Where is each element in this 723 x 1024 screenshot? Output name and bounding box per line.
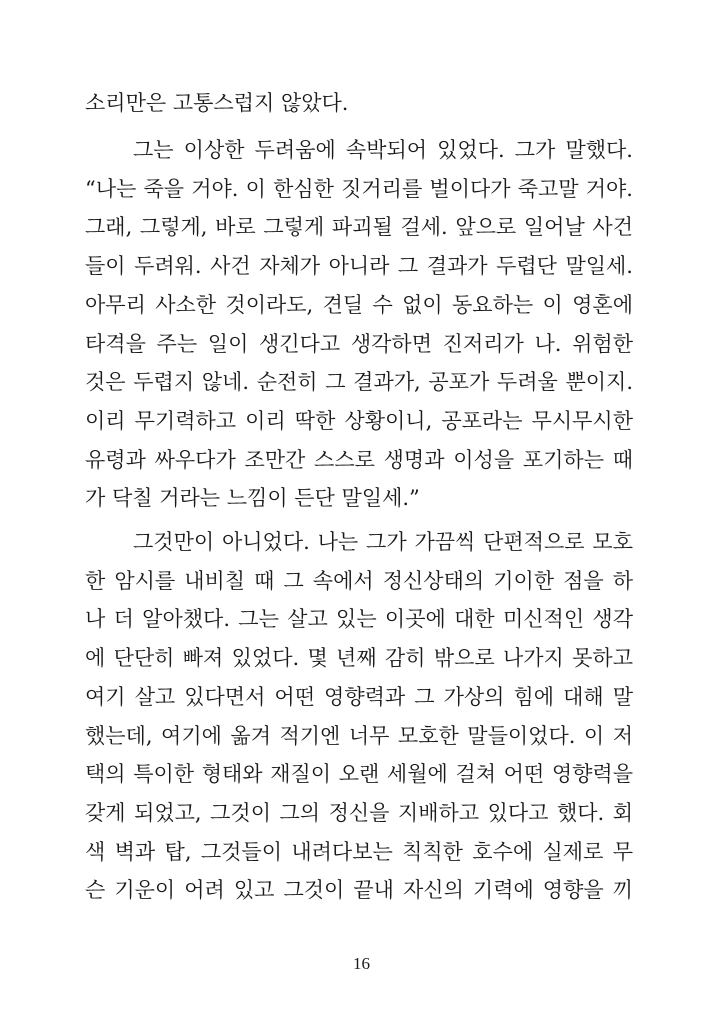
text-line: 나 더 알아챘다. 그는 살고 있는 이곳에 대한 미신적인 생각	[85, 607, 633, 632]
text-line: 색 벽과 탑, 그것들이 내려다보는 칙칙한 호수에 실제로 무	[85, 839, 633, 864]
text-line: 한 암시를 내비칠 때 그 속에서 정신상태의 기이한 점을 하	[85, 568, 633, 593]
page-number: 16	[353, 954, 370, 973]
text-line: 택의 특이한 형태와 재질이 오랜 세월에 걸쳐 어떤 영향력을	[85, 762, 633, 787]
text-line: 슨 기운이 어려 있고 그것이 끝내 자신의 기력에 영향을 끼	[85, 878, 633, 903]
text-line: 했는데, 여기에 옮겨 적기엔 너무 모호한 말들이었다. 이 저	[85, 723, 633, 748]
text-line: 이리 무기력하고 이리 딱한 상황이니, 공포라는 무시무시한	[85, 408, 633, 433]
text-line: 그래, 그렇게, 바로 그렇게 파괴될 걸세. 앞으로 일어날 사건	[85, 215, 633, 240]
text-line: 유령과 싸우다가 조만간 스스로 생명과 이성을 포기하는 때	[85, 447, 633, 472]
text-line: 그것만이 아니었다. 나는 그가 가끔씩 단편적으로 모호	[133, 530, 633, 554]
text-line: 가 닥칠 거라는 느낌이 든단 말일세.”	[85, 486, 420, 511]
text-line: 것은 두렵지 않네. 순전히 그 결과가, 공포가 두려울 뿐이지.	[85, 370, 633, 395]
text-line: 에 단단히 빠져 있었다. 몇 년째 감히 밖으로 나가지 못하고	[85, 646, 633, 671]
text-line: “나는 죽을 거야. 이 한심한 짓거리를 벌이다가 죽고말 거야.	[85, 176, 633, 201]
text-line: 타격을 주는 일이 생긴다고 생각하면 진저리가 나. 위험한	[85, 331, 633, 356]
text-line: 여기 살고 있다면서 어떤 영향력과 그 가상의 힘에 대해 말	[85, 684, 633, 709]
text-line: 들이 두려워. 사건 자체가 아니라 그 결과가 두렵단 말일세.	[85, 254, 633, 279]
text-line: 그는 이상한 두려움에 속박되어 있었다. 그가 말했다.	[133, 138, 633, 162]
text-line: 소리만은 고통스럽지 않았다.	[85, 91, 349, 115]
text-line: 아무리 사소한 것이라도, 견딜 수 없이 동요하는 이 영혼에	[85, 292, 633, 317]
text-line: 갖게 되었고, 그것이 그의 정신을 지배하고 있다고 했다. 회	[85, 800, 633, 825]
